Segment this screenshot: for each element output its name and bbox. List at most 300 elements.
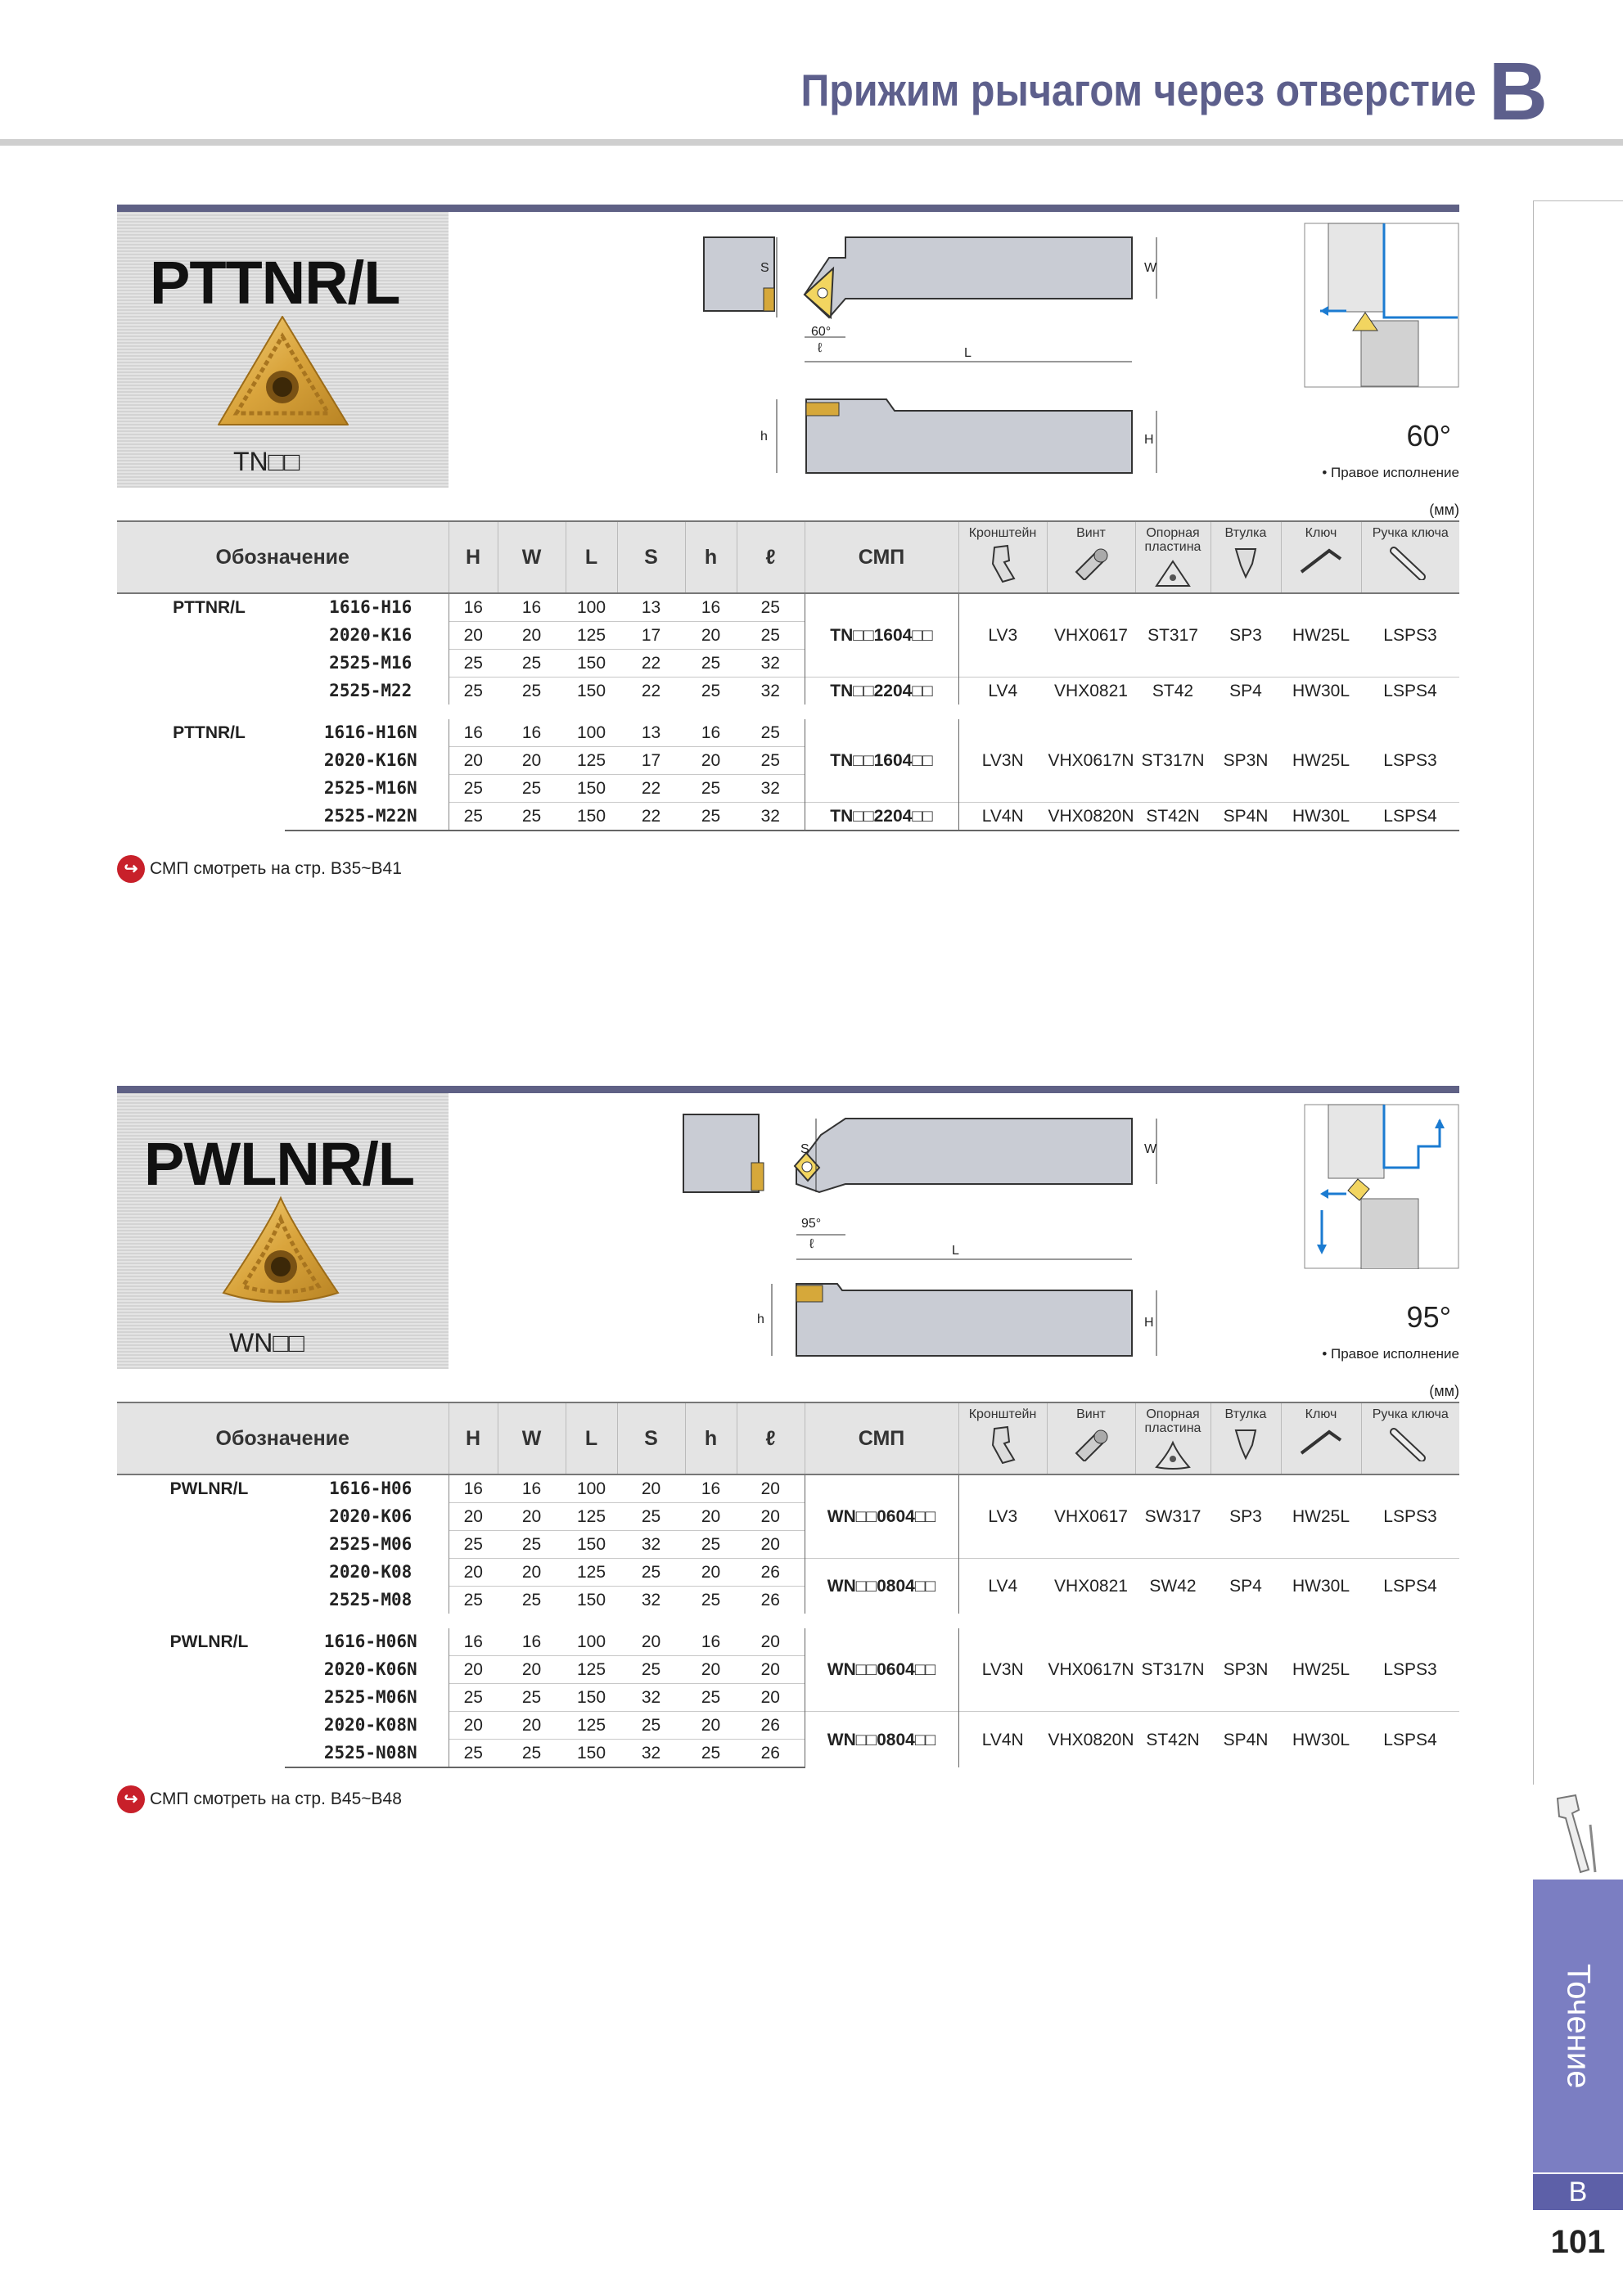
insert-code: WN□□0604□□ xyxy=(805,1474,958,1559)
dim-angle-label: 60° xyxy=(811,325,832,339)
dim-h-label: h xyxy=(757,1312,764,1326)
dim-cell: 25 xyxy=(737,622,805,650)
dim-cell: 20 xyxy=(685,1503,737,1531)
dim-cell: 25 xyxy=(449,803,498,831)
dim-cell: 25 xyxy=(449,1740,498,1768)
dim-cell: 25 xyxy=(449,678,498,713)
col-sleeve-label: Втулка xyxy=(1224,1407,1267,1421)
col-key-handle-label: Ручка ключа xyxy=(1372,1407,1449,1421)
dim-cell: 20 xyxy=(617,1474,685,1503)
col-l: ℓ xyxy=(737,1402,805,1474)
col-insert: СМП xyxy=(805,1402,958,1474)
dim-cell: 20 xyxy=(685,747,737,775)
dim-cell: 16 xyxy=(498,593,566,622)
dim-cell: 20 xyxy=(685,1559,737,1587)
tool-drawing xyxy=(453,1102,1271,1372)
spec-table xyxy=(117,1402,1459,1768)
header-divider xyxy=(0,139,1623,146)
family-name: PTTNR/L xyxy=(117,712,285,831)
item-name: 1616-H06 xyxy=(285,1474,449,1503)
dim-cell: 20 xyxy=(498,622,566,650)
dim-cell: 22 xyxy=(617,650,685,678)
table-row xyxy=(117,678,1459,713)
tool-code: PTTNR/L xyxy=(150,249,400,317)
dim-cell: 20 xyxy=(737,1531,805,1559)
acc-screw: VHX0617 xyxy=(1047,1474,1135,1559)
dim-cell: 26 xyxy=(737,1740,805,1768)
acc-clamp: LV3N xyxy=(958,712,1047,803)
col-key-label: Ключ xyxy=(1305,1407,1337,1421)
acc-clamp: LV3 xyxy=(958,1474,1047,1559)
col-sleeve xyxy=(1210,1402,1281,1474)
page-link-icon: ↪ xyxy=(117,1785,145,1813)
col-L: L xyxy=(566,1402,617,1474)
dim-cell: 125 xyxy=(566,622,617,650)
dim-cell: 16 xyxy=(685,593,737,622)
dim-cell: 32 xyxy=(737,650,805,678)
dim-cell: 25 xyxy=(498,1740,566,1768)
dim-cell: 32 xyxy=(737,803,805,831)
item-name: 2020-K16 xyxy=(329,625,413,645)
dim-cell: 150 xyxy=(566,1740,617,1768)
item-name: 1616-H16 xyxy=(285,593,449,622)
dim-cell: 32 xyxy=(617,1740,685,1768)
acc-screw: VHX0617N xyxy=(1047,712,1135,803)
item-name: 2020-K06N xyxy=(323,1659,417,1679)
item-name: 2020-K08N xyxy=(323,1715,417,1735)
acc-key: HW30L xyxy=(1281,1712,1361,1768)
acc-sleeve: SP4N xyxy=(1210,803,1281,831)
dim-cell: 150 xyxy=(566,1684,617,1712)
dim-W-label: W xyxy=(1144,261,1157,275)
shim-icon xyxy=(1153,558,1192,589)
dim-cell: 25 xyxy=(685,650,737,678)
dim-cell: 13 xyxy=(617,712,685,747)
dim-cell: 20 xyxy=(617,1621,685,1656)
acc-clamp: LV3N xyxy=(958,1621,1047,1712)
dim-cell: 22 xyxy=(617,775,685,803)
col-S: S xyxy=(617,1402,685,1474)
dim-cell: 16 xyxy=(449,593,498,622)
item-name: 2525-M16 xyxy=(329,653,413,673)
dim-cell: 17 xyxy=(617,747,685,775)
col-shim xyxy=(1135,521,1210,593)
dim-S-label: S xyxy=(760,261,769,275)
acc-sleeve: SP4 xyxy=(1210,678,1281,713)
machining-diagram xyxy=(1304,1104,1459,1269)
dim-cell: 20 xyxy=(498,1712,566,1740)
dim-cell: 100 xyxy=(566,1621,617,1656)
acc-shim: ST317N xyxy=(1135,712,1210,803)
family-name: PWLNR/L xyxy=(117,1474,285,1621)
col-h: h xyxy=(685,521,737,593)
item-name: 2525-N08N xyxy=(285,1740,449,1768)
tool-code: PWLNR/L xyxy=(144,1130,415,1198)
dim-cell: 20 xyxy=(498,1503,566,1531)
col-screw-label: Винт xyxy=(1076,526,1106,540)
insert-code: TN□□1604□□ xyxy=(805,712,958,803)
dim-cell: 13 xyxy=(617,593,685,622)
dim-cell: 150 xyxy=(566,678,617,713)
dim-cell: 22 xyxy=(617,803,685,831)
tool-drawing xyxy=(453,221,1271,491)
dim-cell: 20 xyxy=(685,1656,737,1684)
acc-key: HW25L xyxy=(1281,712,1361,803)
acc-shim: SW317 xyxy=(1135,1474,1210,1559)
item-name: 2525-M06 xyxy=(329,1534,413,1554)
acc-key: HW25L xyxy=(1281,593,1361,678)
dim-cell: 16 xyxy=(685,712,737,747)
dim-cell: 25 xyxy=(685,1587,737,1622)
col-screw xyxy=(1047,1402,1135,1474)
dim-cell: 150 xyxy=(566,803,617,831)
shim-icon xyxy=(1153,1439,1192,1470)
page-title: Прижим рычагом через отверстие xyxy=(800,65,1476,115)
item-name: 2525-M16N xyxy=(323,778,417,798)
dim-cell: 25 xyxy=(498,1587,566,1622)
acc-key-handle: LSPS3 xyxy=(1361,593,1459,678)
dim-cell: 125 xyxy=(566,1503,617,1531)
col-clamp-label: Кронштейн xyxy=(968,526,1037,540)
acc-clamp: LV4 xyxy=(958,678,1047,713)
dim-cell: 25 xyxy=(498,803,566,831)
col-sleeve-label: Втулка xyxy=(1224,526,1267,540)
dim-cell: 22 xyxy=(617,678,685,713)
side-frame xyxy=(1533,200,1623,1785)
key-handle-icon xyxy=(1386,1425,1435,1461)
dim-cell: 100 xyxy=(566,712,617,747)
dim-H-label: H xyxy=(1144,1316,1154,1330)
dim-cell: 25 xyxy=(685,775,737,803)
key-icon xyxy=(1296,544,1346,577)
acc-clamp: LV4N xyxy=(958,803,1047,831)
dim-cell: 20 xyxy=(685,622,737,650)
insert-label: WN□□ xyxy=(229,1328,304,1357)
dim-h-label: h xyxy=(760,430,768,443)
dim-cell: 20 xyxy=(449,1712,498,1740)
table-row xyxy=(117,712,1459,747)
acc-key-handle: LSPS3 xyxy=(1361,1474,1459,1559)
family-name: PTTNR/L xyxy=(117,593,285,712)
dim-cell: 16 xyxy=(685,1621,737,1656)
dim-cell: 20 xyxy=(449,747,498,775)
reference-pages: B45~B48 xyxy=(330,1790,402,1808)
item-name: 2020-K08 xyxy=(329,1562,413,1582)
dim-cell: 20 xyxy=(737,1684,805,1712)
acc-shim: ST317 xyxy=(1135,593,1210,678)
page-link-icon: ↪ xyxy=(117,855,145,883)
item-name: 2020-K06 xyxy=(329,1506,413,1526)
dim-cell: 16 xyxy=(685,1474,737,1503)
key-handle-icon xyxy=(1386,544,1435,580)
dim-cell: 125 xyxy=(566,747,617,775)
col-H: H xyxy=(449,1402,498,1474)
dim-cell: 20 xyxy=(449,1656,498,1684)
dim-cell: 26 xyxy=(737,1712,805,1740)
col-clamp-label: Кронштейн xyxy=(968,1407,1037,1421)
dim-cell: 150 xyxy=(566,650,617,678)
dim-cell: 25 xyxy=(498,1531,566,1559)
item-name: 1616-H06N xyxy=(285,1621,449,1656)
dim-cell: 25 xyxy=(737,593,805,622)
insert-code: TN□□1604□□ xyxy=(805,593,958,678)
screw-icon xyxy=(1071,1425,1111,1461)
col-S: S xyxy=(617,521,685,593)
dim-cell: 25 xyxy=(617,1559,685,1587)
dim-cell: 25 xyxy=(498,650,566,678)
acc-shim: ST42N xyxy=(1135,803,1210,831)
code-panel xyxy=(117,1093,449,1369)
dim-cell: 32 xyxy=(617,1587,685,1622)
col-W: W xyxy=(498,1402,566,1474)
item-name: 2525-M08 xyxy=(329,1589,413,1609)
dim-cell: 16 xyxy=(449,1474,498,1503)
item-name: 2525-M22 xyxy=(329,680,413,700)
acc-screw: VHX0617N xyxy=(1047,1621,1135,1712)
dim-cell: 25 xyxy=(449,1684,498,1712)
dim-cell: 16 xyxy=(498,712,566,747)
insert-label: TN□□ xyxy=(233,447,300,476)
insert-code: WN□□0804□□ xyxy=(805,1559,958,1622)
dim-cell: 100 xyxy=(566,593,617,622)
dim-cell: 100 xyxy=(566,1474,617,1503)
item-name: 2525-M06N xyxy=(323,1687,417,1707)
dim-cell: 26 xyxy=(737,1587,805,1622)
dim-cell: 25 xyxy=(617,1656,685,1684)
tn-insert-icon xyxy=(214,312,353,434)
col-W: W xyxy=(498,521,566,593)
dim-cell: 20 xyxy=(449,1559,498,1587)
sleeve-icon xyxy=(1229,1425,1262,1461)
dim-cell: 25 xyxy=(449,775,498,803)
approach-angle: 60° xyxy=(1406,419,1451,452)
reference-text: СМП смотреть на стр. xyxy=(150,859,326,878)
col-shim-label: Опорная пластина xyxy=(1144,1407,1201,1435)
col-key-handle xyxy=(1361,521,1459,593)
table-row xyxy=(117,1559,1459,1587)
dim-cell: 25 xyxy=(498,678,566,713)
units-label: (мм) xyxy=(1429,1383,1459,1399)
sleeve-icon xyxy=(1229,544,1262,580)
dim-cell: 16 xyxy=(449,1621,498,1656)
col-h: h xyxy=(685,1402,737,1474)
dim-cell: 25 xyxy=(685,1740,737,1768)
acc-key-handle: LSPS4 xyxy=(1361,1559,1459,1622)
dim-l-label: ℓ xyxy=(809,1237,814,1251)
acc-clamp: LV4 xyxy=(958,1559,1047,1622)
col-designation: Обозначение xyxy=(117,521,449,593)
acc-sleeve: SP3 xyxy=(1210,593,1281,678)
dim-cell: 25 xyxy=(685,803,737,831)
col-key-handle-label: Ручка ключа xyxy=(1372,526,1449,540)
dim-cell: 20 xyxy=(449,622,498,650)
insert-reference[interactable] xyxy=(117,1785,402,1813)
acc-screw: VHX0821 xyxy=(1047,678,1135,713)
acc-screw: VHX0820N xyxy=(1047,1712,1135,1768)
dim-cell: 25 xyxy=(685,1684,737,1712)
dim-cell: 125 xyxy=(566,1656,617,1684)
side-tab-label: Точение xyxy=(1560,1963,1597,2089)
dim-W-label: W xyxy=(1144,1142,1157,1156)
table-row xyxy=(117,1712,1459,1740)
acc-screw: VHX0820N xyxy=(1047,803,1135,831)
dim-cell: 150 xyxy=(566,775,617,803)
acc-key-handle: LSPS4 xyxy=(1361,1712,1459,1768)
dim-cell: 16 xyxy=(449,712,498,747)
item-name: 2020-K16N xyxy=(323,750,417,770)
acc-key: HW30L xyxy=(1281,803,1361,831)
dim-cell: 20 xyxy=(737,1503,805,1531)
dim-cell: 25 xyxy=(449,1531,498,1559)
col-l: ℓ xyxy=(737,521,805,593)
col-H: H xyxy=(449,521,498,593)
table-row xyxy=(117,1621,1459,1656)
dim-cell: 32 xyxy=(737,678,805,713)
dim-cell: 32 xyxy=(617,1684,685,1712)
item-name: 1616-H16N xyxy=(285,712,449,747)
acc-screw: VHX0617 xyxy=(1047,593,1135,678)
acc-sleeve: SP4N xyxy=(1210,1712,1281,1768)
dim-H-label: H xyxy=(1144,433,1154,447)
section-pttnr xyxy=(117,205,1459,892)
dim-cell: 25 xyxy=(685,678,737,713)
col-clamp xyxy=(958,1402,1047,1474)
dim-cell: 17 xyxy=(617,622,685,650)
col-key xyxy=(1281,521,1361,593)
section-topbar xyxy=(117,205,1459,212)
acc-sleeve: SP4 xyxy=(1210,1559,1281,1622)
item-name: 2525-M22N xyxy=(285,803,449,831)
family-name: PWLNR/L xyxy=(117,1621,285,1767)
dim-cell: 20 xyxy=(498,1656,566,1684)
dim-cell: 16 xyxy=(498,1621,566,1656)
hand-note: • Правое исполнение xyxy=(1322,465,1459,480)
acc-key: HW25L xyxy=(1281,1621,1361,1712)
acc-key: HW25L xyxy=(1281,1474,1361,1559)
section-topbar xyxy=(117,1086,1459,1093)
dim-cell: 20 xyxy=(737,1474,805,1503)
dim-L-label: L xyxy=(964,346,972,360)
dim-cell: 20 xyxy=(498,1559,566,1587)
clamp-icon xyxy=(986,1425,1019,1465)
table-row xyxy=(117,803,1459,831)
acc-sleeve: SP3 xyxy=(1210,1474,1281,1559)
insert-reference[interactable] xyxy=(117,855,402,883)
insert-code: WN□□0604□□ xyxy=(805,1621,958,1712)
units-label: (мм) xyxy=(1429,502,1459,518)
col-clamp xyxy=(958,521,1047,593)
code-panel xyxy=(117,212,449,488)
acc-key-handle: LSPS3 xyxy=(1361,1621,1459,1712)
acc-shim: ST42N xyxy=(1135,1712,1210,1768)
reference-text: СМП смотреть на стр. xyxy=(150,1790,326,1808)
acc-key-handle: LSPS3 xyxy=(1361,712,1459,803)
hand-note: • Правое исполнение xyxy=(1322,1346,1459,1362)
insert-code: WN□□0804□□ xyxy=(805,1712,958,1768)
machining-diagram xyxy=(1304,223,1459,388)
col-sleeve xyxy=(1210,521,1281,593)
dim-cell: 25 xyxy=(498,775,566,803)
clamp-icon xyxy=(986,544,1019,583)
dim-cell: 32 xyxy=(617,1531,685,1559)
turning-tool-icon xyxy=(1543,1792,1608,1878)
acc-key-handle: LSPS4 xyxy=(1361,678,1459,713)
side-tab-letter: B xyxy=(1533,2174,1623,2210)
approach-angle: 95° xyxy=(1406,1300,1451,1334)
section-pwlnr xyxy=(117,1086,1459,1822)
dim-cell: 125 xyxy=(566,1712,617,1740)
dim-cell: 25 xyxy=(617,1712,685,1740)
section-letter: B xyxy=(1488,46,1548,137)
acc-key: HW30L xyxy=(1281,1559,1361,1622)
dim-cell: 25 xyxy=(737,712,805,747)
insert-code: TN□□2204□□ xyxy=(805,678,958,713)
acc-clamp: LV4N xyxy=(958,1712,1047,1768)
dim-cell: 25 xyxy=(685,1531,737,1559)
dim-L-label: L xyxy=(952,1244,959,1258)
acc-key-handle: LSPS4 xyxy=(1361,803,1459,831)
col-key-label: Ключ xyxy=(1305,526,1337,540)
wn-insert-icon xyxy=(215,1195,346,1317)
col-shim xyxy=(1135,1402,1210,1474)
screw-icon xyxy=(1071,544,1111,580)
dim-cell: 25 xyxy=(617,1503,685,1531)
col-key-handle xyxy=(1361,1402,1459,1474)
acc-screw: VHX0821 xyxy=(1047,1559,1135,1622)
acc-shim: SW42 xyxy=(1135,1559,1210,1622)
dim-l-label: ℓ xyxy=(818,341,823,355)
col-screw xyxy=(1047,521,1135,593)
dim-cell: 20 xyxy=(737,1656,805,1684)
dim-cell: 20 xyxy=(498,747,566,775)
col-L: L xyxy=(566,521,617,593)
dim-cell: 20 xyxy=(685,1712,737,1740)
acc-sleeve: SP3N xyxy=(1210,1621,1281,1712)
dim-cell: 20 xyxy=(737,1621,805,1656)
acc-key: HW30L xyxy=(1281,678,1361,713)
col-key xyxy=(1281,1402,1361,1474)
acc-shim: ST42 xyxy=(1135,678,1210,713)
dim-cell: 125 xyxy=(566,1559,617,1587)
dim-cell: 32 xyxy=(737,775,805,803)
dim-angle-label: 95° xyxy=(801,1217,822,1231)
dim-cell: 25 xyxy=(498,1684,566,1712)
insert-code: TN□□2204□□ xyxy=(805,803,958,831)
spec-table xyxy=(117,520,1459,831)
dim-cell: 20 xyxy=(449,1503,498,1531)
col-screw-label: Винт xyxy=(1076,1407,1106,1421)
dim-cell: 150 xyxy=(566,1531,617,1559)
dim-cell: 150 xyxy=(566,1587,617,1622)
dim-cell: 25 xyxy=(449,650,498,678)
page-number: 101 xyxy=(1550,2224,1606,2260)
col-shim-label: Опорная пластина xyxy=(1144,526,1201,554)
key-icon xyxy=(1296,1425,1346,1458)
dim-cell: 16 xyxy=(498,1474,566,1503)
dim-S-label: S xyxy=(800,1142,809,1156)
dim-cell: 26 xyxy=(737,1559,805,1587)
col-insert: СМП xyxy=(805,521,958,593)
reference-pages: B35~B41 xyxy=(330,859,402,878)
table-row xyxy=(117,593,1459,622)
acc-sleeve: SP3N xyxy=(1210,712,1281,803)
table-row xyxy=(117,1474,1459,1503)
dim-cell: 25 xyxy=(737,747,805,775)
col-designation: Обозначение xyxy=(117,1402,449,1474)
acc-clamp: LV3 xyxy=(958,593,1047,678)
acc-shim: ST317N xyxy=(1135,1621,1210,1712)
dim-cell: 25 xyxy=(449,1587,498,1622)
